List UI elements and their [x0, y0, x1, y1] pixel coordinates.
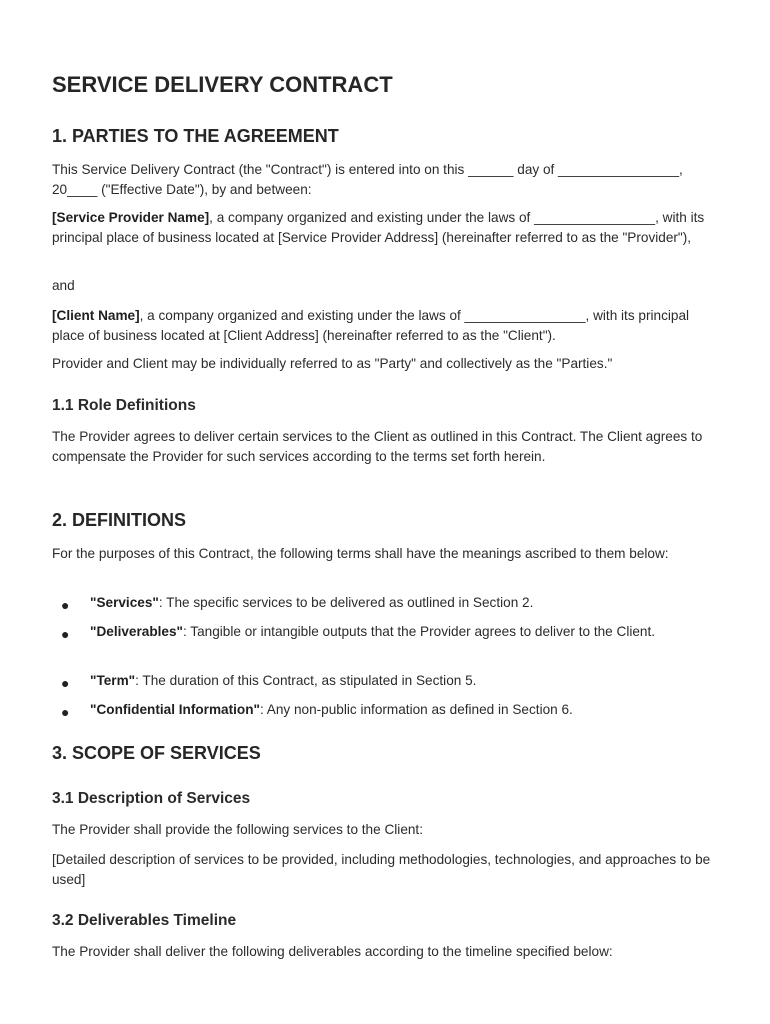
definition-term: "Services": [90, 595, 159, 610]
services-placeholder: [Detailed description of services to be provided, including methodologies, technologies, and approaches to be used]: [52, 852, 711, 887]
definition-text: : The duration of this Contract, as stipulated in Section 5.: [135, 673, 477, 688]
bullet-icon: ●: [61, 675, 70, 691]
definition-text: : Tangible or intangible outputs that the Provider agrees to deliver to the Client.: [183, 624, 656, 639]
services-intro: The Provider shall provide the following services to the Client:: [52, 822, 423, 837]
and-text: and: [52, 278, 75, 293]
document-title: SERVICE DELIVERY CONTRACT: [52, 72, 393, 97]
section-3-2-heading: 3.2 Deliverables Timeline: [52, 912, 237, 929]
provider-paragraph: [52, 208, 724, 248]
definition-term: "Deliverables": [90, 624, 183, 639]
definition-text: : Any non-public information as defined in Section 6.: [259, 702, 573, 717]
section-3-heading: 3. SCOPE OF SERVICES: [52, 743, 261, 763]
definition-term: "Term": [90, 673, 136, 688]
client-details: , a company organized and existing under the laws of ________________, with its principal place of business located at [Client Address] (hereinafter referred to as the "Client").: [52, 308, 690, 343]
definition-term: "Confidential Information": [90, 702, 260, 717]
bullet-icon: ●: [61, 704, 70, 720]
bullet-icon: ●: [61, 626, 70, 642]
definitions-intro: For the purposes of this Contract, the following terms shall have the meanings ascribed to them below:: [52, 546, 669, 561]
bullet-icon: ●: [61, 597, 70, 613]
provider-details: , a company organized and existing under the laws of ________________, with its principal place of business located at [Service Provider Address] (hereinafter referred to as the "Provider"),: [52, 210, 705, 245]
deliverables-intro: The Provider shall deliver the following deliverables according to the timeline specified below:: [52, 944, 613, 959]
section-1-intro: This Service Delivery Contract (the "Contract") is entered into on this ______ day of ________________, 20____ ("Effective Date"), by and between:: [52, 162, 683, 197]
provider-name: [Service Provider Name]: [52, 210, 210, 225]
section-2-heading: 2. DEFINITIONS: [52, 510, 187, 530]
client-paragraph: [52, 306, 724, 346]
definition-text: : The specific services to be delivered as outlined in Section 2.: [158, 595, 534, 610]
role-definitions-text: The Provider agrees to deliver certain services to the Client as outlined in this Contract. The Client agrees to compensate the Provider for such services according to the terms set forth herein.: [52, 429, 703, 464]
section-1-heading: 1. PARTIES TO THE AGREEMENT: [52, 126, 339, 146]
section-3-1-heading: 3.1 Description of Services: [52, 790, 251, 807]
client-name: [Client Name]: [52, 308, 140, 323]
parties-paragraph: Provider and Client may be individually referred to as "Party" and collectively as the "Parties.": [52, 356, 613, 371]
section-1-1-heading: 1.1 Role Definitions: [52, 397, 196, 414]
